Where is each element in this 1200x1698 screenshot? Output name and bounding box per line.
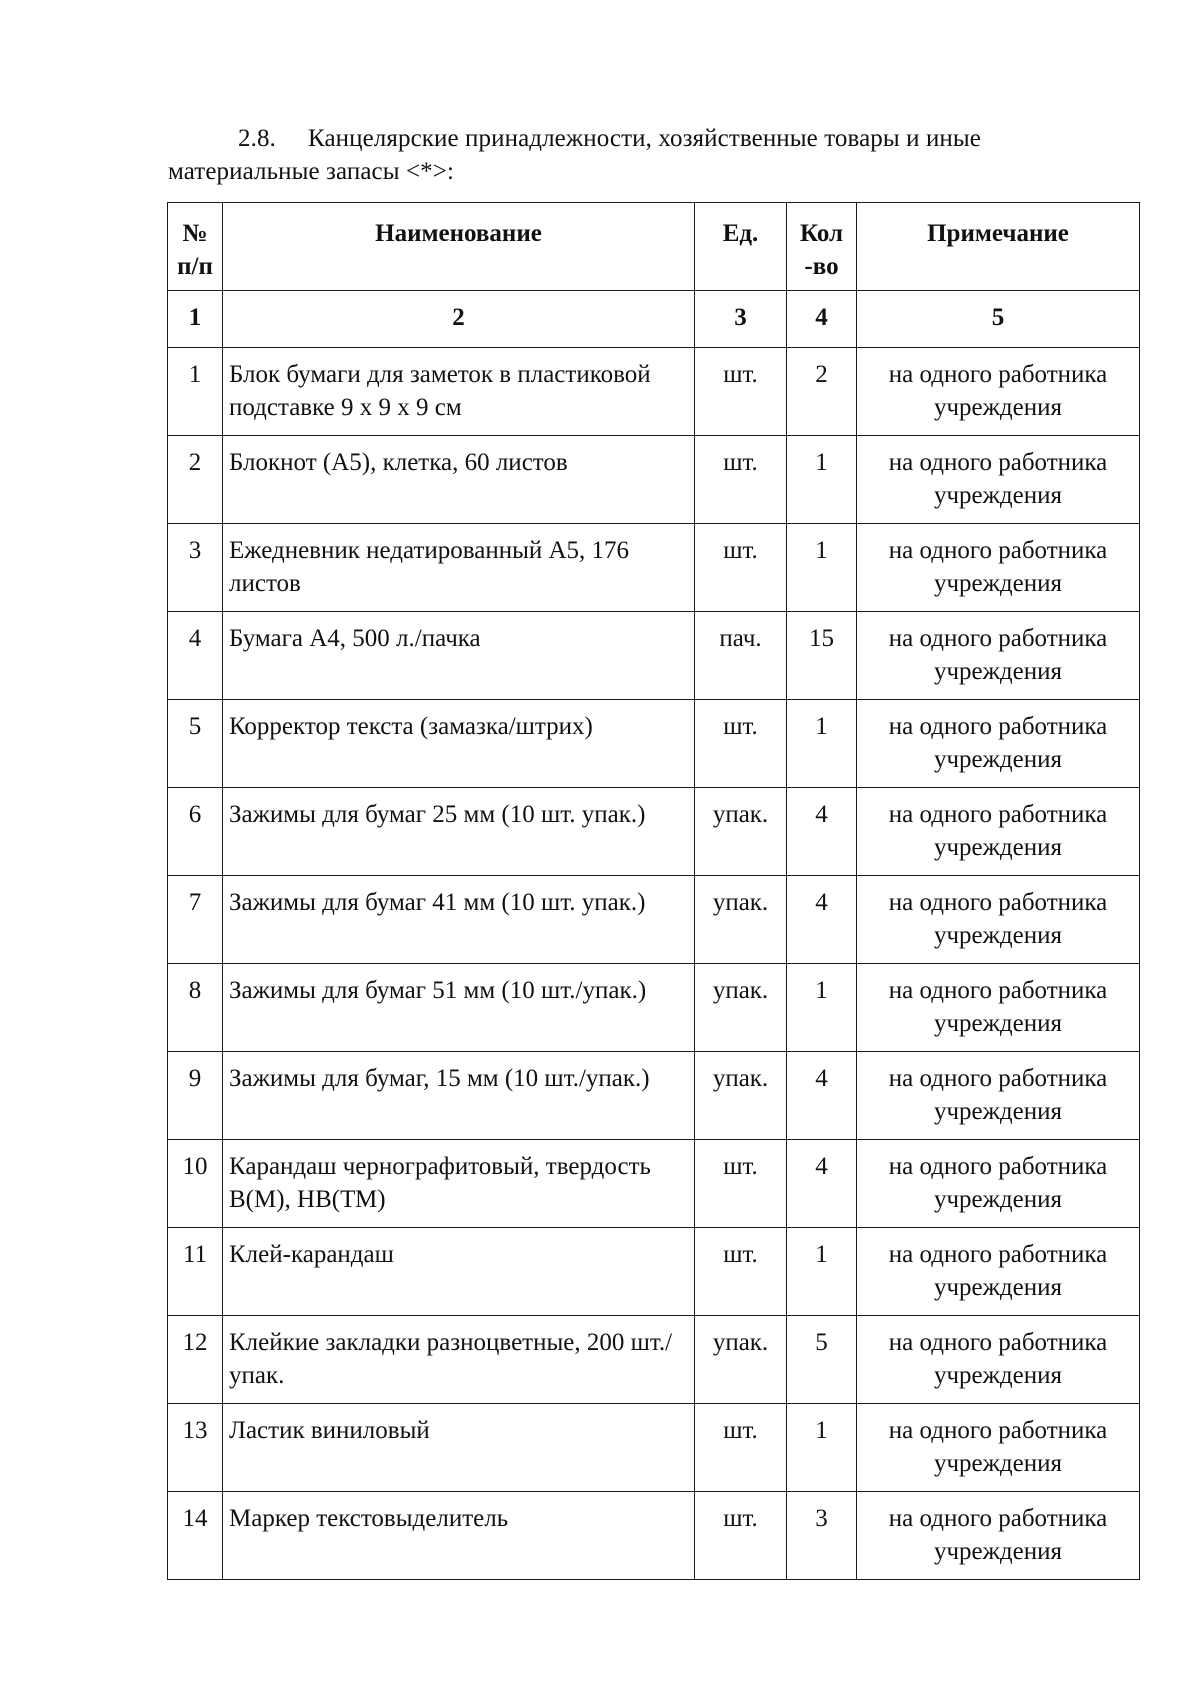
item-name: Ежедневник недатированный А5, 176 листов [223,524,695,612]
item-name: Зажимы для бумаг, 15 мм (10 шт./упак.) [223,1052,695,1140]
header-note: Примечание [857,203,1140,291]
table-row [168,1052,1140,1140]
item-name: Бумага А4, 500 л./пачка [223,612,695,700]
column-number: 1 [168,291,223,348]
section-title-line1: Канцелярские принадлежности, хозяйственные товары и иные [308,125,982,152]
row-number: 14 [168,1492,223,1580]
table-row [168,964,1140,1052]
item-name: Карандаш чернографитовый, твердость В(М), НВ(ТМ) [223,1140,695,1228]
header-qty: Кол -во [787,203,857,291]
item-name: Клей-карандаш [223,1228,695,1316]
table-row [168,436,1140,524]
item-note: на одного работника учреждения [857,964,1140,1052]
item-quantity: 1 [787,1228,857,1316]
table-row [168,1140,1140,1228]
item-quantity: 4 [787,876,857,964]
table-row [168,1492,1140,1580]
item-quantity: 5 [787,1316,857,1404]
item-unit: шт. [695,1404,787,1492]
table-row [168,524,1140,612]
item-note: на одного работника учреждения [857,524,1140,612]
row-number: 10 [168,1140,223,1228]
column-number-row [168,291,1140,348]
row-number: 5 [168,700,223,788]
item-note: на одного работника учреждения [857,1228,1140,1316]
item-unit: упак. [695,964,787,1052]
row-number: 11 [168,1228,223,1316]
item-name: Зажимы для бумаг 51 мм (10 шт./упак.) [223,964,695,1052]
row-number: 2 [168,436,223,524]
item-quantity: 4 [787,1140,857,1228]
section-heading [168,122,1128,188]
item-unit: упак. [695,788,787,876]
row-number: 6 [168,788,223,876]
column-number: 2 [223,291,695,348]
item-note: на одного работника учреждения [857,348,1140,436]
item-name: Корректор текста (замазка/штрих) [223,700,695,788]
item-quantity: 3 [787,1492,857,1580]
item-quantity: 1 [787,524,857,612]
item-quantity: 4 [787,1052,857,1140]
row-number: 3 [168,524,223,612]
item-name: Зажимы для бумаг 41 мм (10 шт. упак.) [223,876,695,964]
row-number: 8 [168,964,223,1052]
header-name: Наименование [223,203,695,291]
item-quantity: 1 [787,1404,857,1492]
row-number: 9 [168,1052,223,1140]
column-number: 5 [857,291,1140,348]
header-num: № п/п [168,203,223,291]
item-name: Блок бумаги для заметок в пластиковой подставке 9 х 9 х 9 см [223,348,695,436]
item-unit: шт. [695,524,787,612]
item-note: на одного работника учреждения [857,876,1140,964]
item-quantity: 1 [787,700,857,788]
item-quantity: 1 [787,436,857,524]
item-note: на одного работника учреждения [857,612,1140,700]
row-number: 12 [168,1316,223,1404]
item-name: Зажимы для бумаг 25 мм (10 шт. упак.) [223,788,695,876]
section-number: 2.8. [238,125,276,152]
table-row [168,700,1140,788]
row-number: 13 [168,1404,223,1492]
row-number: 4 [168,612,223,700]
item-name: Маркер текстовыделитель [223,1492,695,1580]
item-note: на одного работника учреждения [857,436,1140,524]
table-row [168,348,1140,436]
row-number: 7 [168,876,223,964]
item-note: на одного работника учреждения [857,1492,1140,1580]
item-unit: упак. [695,1052,787,1140]
section-title-line2: материальные запасы <*>: [168,158,455,185]
column-number: 4 [787,291,857,348]
supplies-table [167,202,1140,1580]
item-note: на одного работника учреждения [857,788,1140,876]
item-note: на одного работника учреждения [857,1052,1140,1140]
item-note: на одного работника учреждения [857,1140,1140,1228]
item-unit: шт. [695,700,787,788]
item-unit: шт. [695,1140,787,1228]
item-unit: упак. [695,1316,787,1404]
item-unit: шт. [695,1228,787,1316]
item-quantity: 15 [787,612,857,700]
item-name: Клейкие закладки разноцветные, 200 шт./упак. [223,1316,695,1404]
table-row [168,1404,1140,1492]
table-row [168,788,1140,876]
item-unit: упак. [695,876,787,964]
column-number: 3 [695,291,787,348]
item-note: на одного работника учреждения [857,1404,1140,1492]
item-unit: шт. [695,436,787,524]
table-body [168,291,1140,1580]
table-row [168,1316,1140,1404]
header-unit: Ед. [695,203,787,291]
table-header-row [168,203,1140,291]
table-row [168,612,1140,700]
item-unit: пач. [695,612,787,700]
item-unit: шт. [695,1492,787,1580]
item-quantity: 2 [787,348,857,436]
item-unit: шт. [695,348,787,436]
table-row [168,1228,1140,1316]
item-quantity: 4 [787,788,857,876]
item-note: на одного работника учреждения [857,700,1140,788]
item-quantity: 1 [787,964,857,1052]
item-name: Блокнот (А5), клетка, 60 листов [223,436,695,524]
table-row [168,876,1140,964]
row-number: 1 [168,348,223,436]
item-name: Ластик виниловый [223,1404,695,1492]
item-note: на одного работника учреждения [857,1316,1140,1404]
